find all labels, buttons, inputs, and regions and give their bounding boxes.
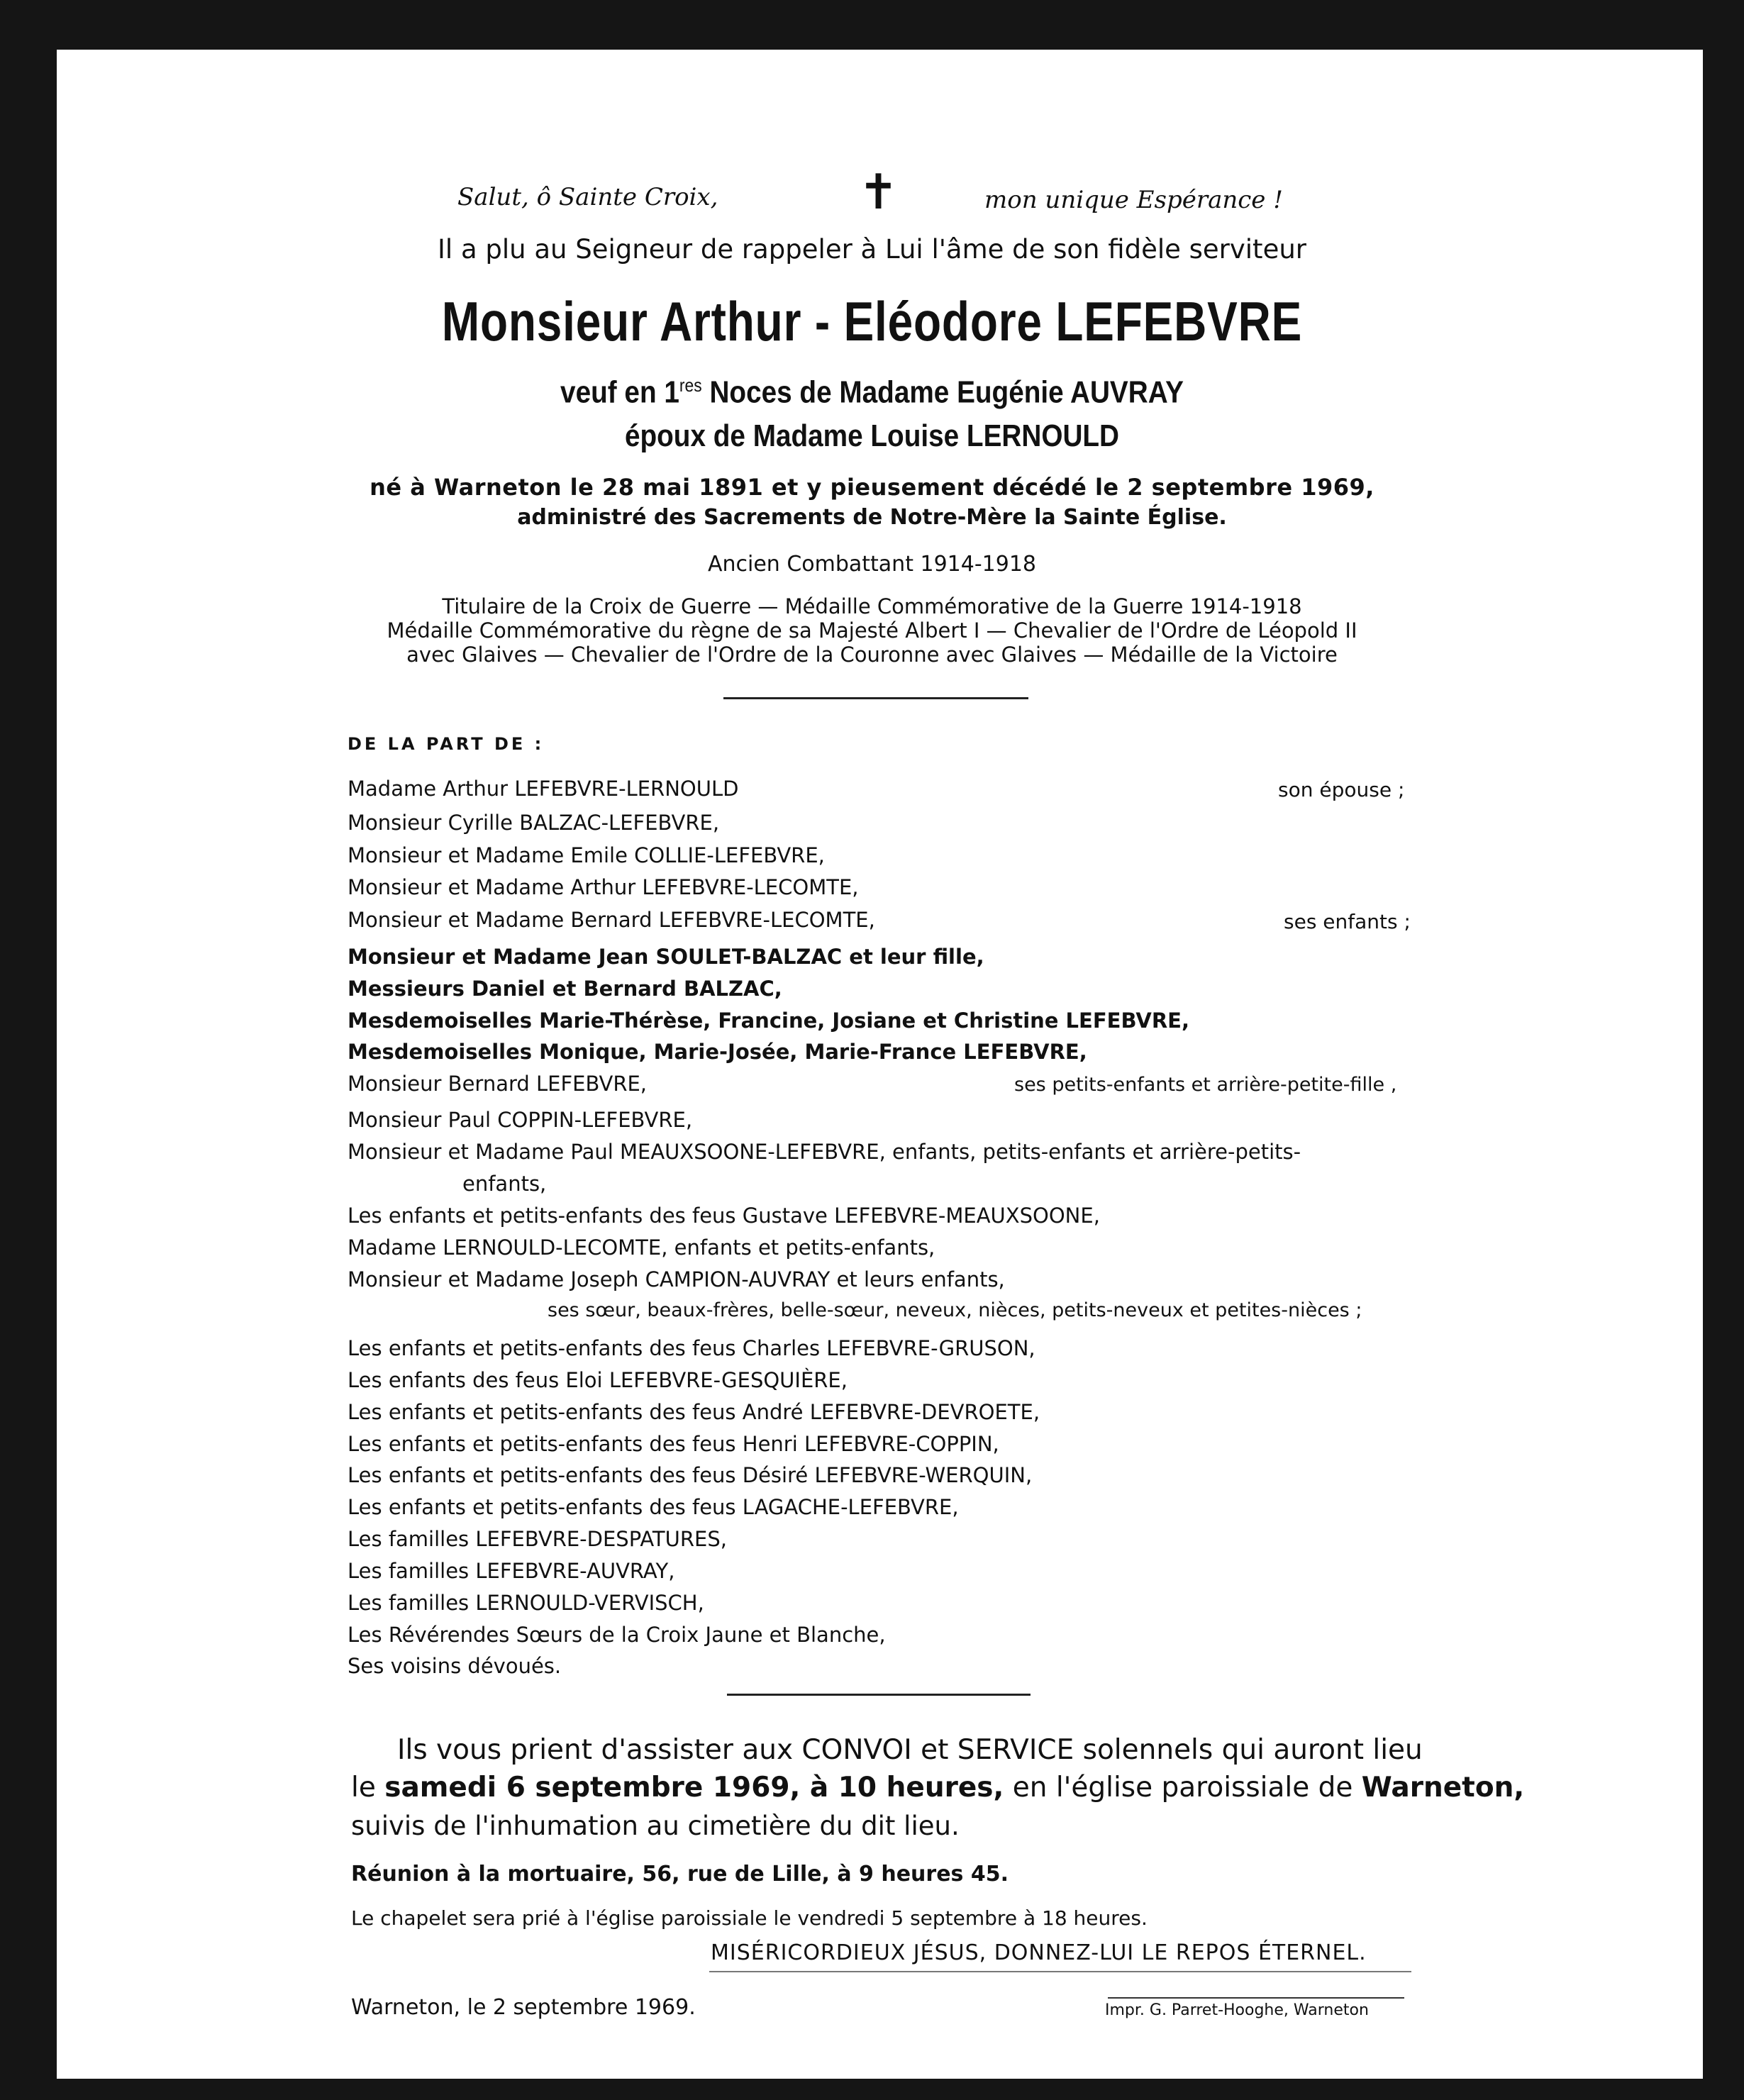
rosary-line: Le chapelet sera prié à l'église paroissiale le vendredi 5 septembre à 18 heures. — [351, 1906, 1148, 1930]
family-row: Les familles LEFEBVRE-AUVRAY, — [348, 1559, 675, 1583]
family-row: Les enfants et petits-enfants des feus Henri LEFEBVRE-COPPIN, — [348, 1432, 999, 1456]
family-row: Monsieur et Madame Bernard LEFEBVRE-LECOMTE, — [348, 908, 875, 932]
family-row: Les enfants et petits-enfants des feus Charles LEFEBVRE-GRUSON, — [348, 1336, 1035, 1360]
honours-line-2: Médaille Commémorative du règne de sa Majesté Albert I — Chevalier de l'Ordre de Léopold II — [387, 618, 1357, 643]
scan-border-left — [0, 0, 57, 2100]
family-row-note: ses enfants ; — [1284, 910, 1411, 933]
family-row: Monsieur et Madame Paul MEAUXSOONE-LEFEBVRE, enfants, petits-enfants et arrière-petits- — [348, 1140, 1301, 1164]
family-row: Monsieur et Madame Joseph CAMPION-AUVRAY et leurs enfants, — [348, 1267, 1005, 1291]
meeting-line: Réunion à la mortuaire, 56, rue de Lille, à 9 heures 45. — [351, 1862, 1009, 1887]
family-row: Les enfants et petits-enfants des feus LAGACHE-LEFEBVRE, — [348, 1495, 959, 1519]
printer-credit: Impr. G. Parret-Hooghe, Warneton — [1105, 2001, 1369, 2019]
family-row: enfants, — [462, 1172, 547, 1196]
family-row: Madame LERNOULD-LECOMTE, enfants et petits-enfants, — [348, 1235, 935, 1260]
family-row: Ses voisins dévoués. — [348, 1654, 562, 1678]
family-row: Les Révérendes Sœurs de la Croix Jaune et Blanche, — [348, 1623, 886, 1647]
spouse-line-2: époux de Madame Louise LERNOULD — [624, 418, 1120, 453]
service-line-2: le samedi 6 septembre 1969, à 10 heures, en l'église paroissiale de Warneton, — [351, 1772, 1525, 1804]
divider-top — [723, 697, 1028, 699]
place-date: Warneton, le 2 septembre 1969. — [351, 1995, 696, 2020]
honours-line-1: Titulaire de la Croix de Guerre — Médaille Commémorative de la Guerre 1914-1918 — [442, 594, 1302, 618]
motto-right: mon unique Espérance ! — [984, 186, 1283, 214]
birth-death-line: né à Warneton le 28 mai 1891 et y pieusement décédé le 2 septembre 1969, — [370, 474, 1374, 501]
family-row: Les enfants et petits-enfants des feus Gustave LEFEBVRE-MEAUXSOONE, — [348, 1204, 1100, 1228]
family-row: Mesdemoiselles Monique, Marie-Josée, Marie-France LEFEBVRE, — [348, 1040, 1087, 1064]
divider-bottom — [727, 1694, 1031, 1696]
family-row: Les familles LERNOULD-VERVISCH, — [348, 1591, 704, 1615]
scan-border-right — [1703, 0, 1744, 2100]
spouse-line-1: veuf en 1res Noces de Madame Eugénie AUVRAY — [560, 374, 1184, 410]
service-line-1: Ils vous prient d'assister aux CONVOI et SERVICE solennels qui auront lieu — [397, 1734, 1423, 1766]
family-row: Les enfants et petits-enfants des feus André LEFEBVRE-DEVROETE, — [348, 1400, 1040, 1424]
family-row: Monsieur Cyrille BALZAC-LEFEBVRE, — [348, 811, 720, 835]
family-row: Messieurs Daniel et Bernard BALZAC, — [348, 977, 782, 1001]
family-row: Monsieur Paul COPPIN-LEFEBVRE, — [348, 1108, 693, 1132]
family-row: ses sœur, beaux-frères, belle-sœur, neveux, nièces, petits-neveux et petites-nièces ; — [548, 1299, 1362, 1321]
scan-border-top — [0, 0, 1744, 50]
family-row: Monsieur Bernard LEFEBVRE, — [348, 1072, 648, 1096]
honours-line-3: avec Glaives — Chevalier de l'Ordre de la Couronne avec Glaives — Médaille de la Victoire — [406, 643, 1338, 667]
service-line-3: suivis de l'inhumation au cimetière du dit lieu. — [351, 1811, 960, 1841]
intro-text: Il a plu au Seigneur de rappeler à Lui l'âme de son fidèle serviteur — [438, 234, 1306, 265]
family-row: Monsieur et Madame Arthur LEFEBVRE-LECOMTE, — [348, 875, 859, 899]
motto-left: Salut, ô Sainte Croix, — [457, 183, 718, 211]
family-row: Les enfants des feus Eloi LEFEBVRE-GESQUIÈRE, — [348, 1368, 848, 1392]
family-row: Madame Arthur LEFEBVRE-LERNOULD — [348, 777, 739, 801]
prayer-underline — [709, 1971, 1411, 1972]
prayer-line: MISÉRICORDIEUX JÉSUS, DONNEZ-LUI LE REPOS ÉTERNEL. — [711, 1940, 1367, 1965]
scan-border-bottom — [0, 2079, 1744, 2100]
family-row: Mesdemoiselles Marie-Thérèse, Francine, Josiane et Christine LEFEBVRE, — [348, 1009, 1189, 1033]
family-heading: DE LA PART DE : — [348, 734, 545, 754]
veteran-line: Ancien Combattant 1914-1918 — [707, 552, 1037, 577]
family-row: Monsieur et Madame Jean SOULET-BALZAC et leur fille, — [348, 945, 984, 969]
printer-rule — [1108, 1997, 1404, 1999]
family-row: Monsieur et Madame Emile COLLIE-LEFEBVRE, — [348, 843, 825, 867]
family-row: Les familles LEFEBVRE-DESPATURES, — [348, 1527, 727, 1551]
family-row-note: son épouse ; — [1278, 778, 1405, 801]
deceased-name: Monsieur Arthur - Eléodore LEFEBVRE — [441, 290, 1303, 352]
sacraments-line: administré des Sacrements de Notre-Mère la Sainte Église. — [517, 505, 1227, 530]
family-row: Les enfants et petits-enfants des feus Désiré LEFEBVRE-WERQUIN, — [348, 1463, 1033, 1487]
cross-icon: ✝ — [858, 165, 899, 221]
family-row-note: ses petits-enfants et arrière-petite-fille , — [1014, 1074, 1397, 1096]
